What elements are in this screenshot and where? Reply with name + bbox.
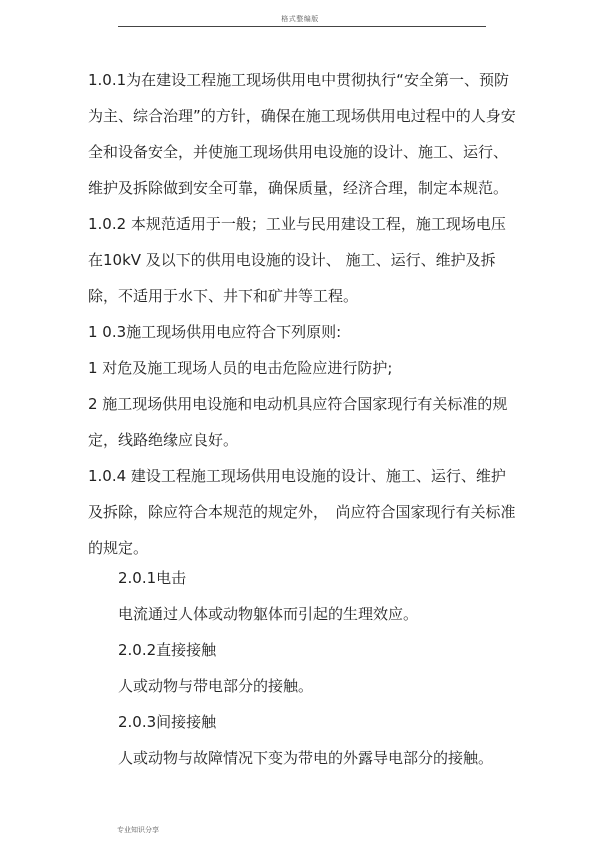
clause-1-0-4: 1.0.4 建设工程施工现场供用电设施的设计、施工、运行、维护及拆除，除应符合本规范的规定外， 尚应符合国家现行有关标准的规定。 bbox=[88, 467, 516, 557]
page-footer: 专业知识分享 bbox=[117, 826, 159, 834]
page-header: 格式整编版 bbox=[281, 15, 319, 23]
definition-term-indirect-contact: 2.0.3间接接触 bbox=[118, 713, 217, 731]
definition-text-electric-shock: 电流通过人体或动物躯体而引起的生理效应。 bbox=[118, 605, 419, 623]
principle-1: 1 对危及施工现场人员的电击危险应进行防护; bbox=[88, 359, 393, 377]
definition-text-indirect-contact: 人或动物与故障情况下变为带电的外露导电部分的接触。 bbox=[118, 749, 494, 767]
definition-text-direct-contact: 人或动物与带电部分的接触。 bbox=[118, 677, 314, 695]
clause-1-0-1: 1.0.1为在建设工程施工现场供用电中贯彻执行“安全第一、预防为主、综合治理”的方针，确保在施工现场供用电过程中的人身安全和设备安全，并使施工现场供用电设施的设计、施工、运行、维护及拆除做到安全可靠，确保质量，经济合理，制定本规范。 bbox=[88, 71, 516, 197]
definition-term-electric-shock: 2.0.1电击 bbox=[118, 569, 187, 587]
clause-1-0-3: 1 0.3施工现场供用电应符合下列原则: bbox=[88, 323, 342, 341]
header-divider bbox=[118, 26, 486, 27]
principle-2: 2 施工现场供用电设施和电动机具应符合国家现行有关标准的规定，线路绝缘应良好。 bbox=[88, 395, 508, 449]
definition-term-direct-contact: 2.0.2直接接触 bbox=[118, 641, 217, 659]
clause-1-0-2: 1.0.2 本规范适用于一般；工业与民用建设工程，施工现场电压在10kV 及以下的供用电设施的设计、 施工、运行、维护及拆除，不适用于水下、井下和矿井等工程。 bbox=[88, 215, 506, 305]
